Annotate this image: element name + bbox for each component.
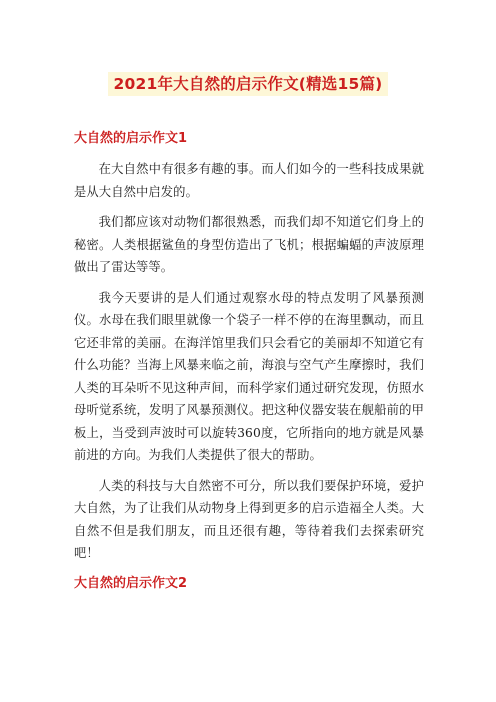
paragraph-2: 我们都应该对动物们都很熟悉，而我们却不知道它们身上的秘密。人类根据鲨鱼的身型仿造出了飞机；根据蝙蝠的声波原理做出了雷达等等。 [74,215,424,274]
paragraph-3: 我今天要讲的是人们通过观察水母的特点发明了风暴预测仪。水母在我们眼里就像一个袋子一样不停的在海里飘动，而且它还非常的美丽。在海洋馆里我们只会看它的美丽却不知道它有什么功能？当海上风暴来临之前，海浪与空气产生摩擦时，我们人类的耳朵听不见这种声间，而科学家们通过研究发现，仿照水母听觉系统，发明了风暴预测仪。把这种仪器安装在舰船前的甲板上，当受到声波时可以旋转360度，它所指向的地方就是风暴前进的方向。为我们人类提供了很大的帮助。 [74,290,424,462]
title-container [0,72,496,96]
section-heading-1: 大自然的启示作文1 [74,131,188,146]
document-body [74,128,424,603]
section-heading-2: 大自然的启示作文2 [74,575,188,591]
paragraph-4: 人类的科技与大自然密不可分，所以我们要保护环境，爱护大自然，为了让我们从动物身上得到更多的启示造福全人类。大自然不但是我们朋友，而且还很有趣，等待着我们去探索研究吧！ [74,478,424,560]
paragraph-1: 在大自然中有很多有趣的事。而人们如今的一些科技成果就是从大自然中启发的。 [74,162,424,199]
document-title: 2021年大自然的启示作文(精选15篇) [108,72,389,96]
